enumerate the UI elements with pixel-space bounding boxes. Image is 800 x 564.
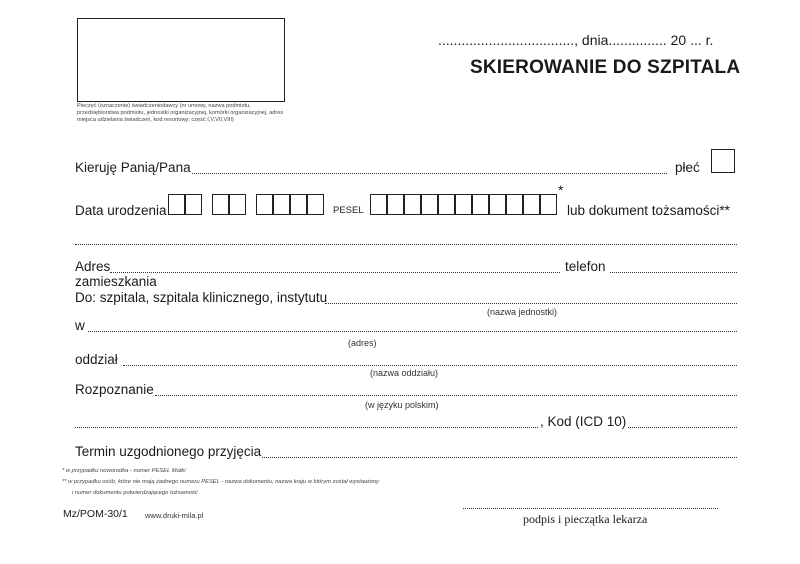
admission-label: Termin uzgodnionego przyjęcia xyxy=(75,444,262,459)
patient-label: Kieruję Panią/Pana xyxy=(75,160,191,175)
signature-caption: podpis i pieczątka lekarza xyxy=(523,512,648,526)
form-code: Mz/POM-30/1 xyxy=(63,508,128,520)
birth-day-cell[interactable] xyxy=(185,194,202,215)
pesel-cell[interactable] xyxy=(455,194,472,215)
ward-label: oddział xyxy=(75,352,118,367)
birth-month-cell[interactable] xyxy=(212,194,229,215)
ward-field[interactable] xyxy=(123,365,737,366)
address-hint: (adres) xyxy=(348,338,377,348)
phone-label: telefon xyxy=(565,259,606,274)
birth-year-cell[interactable] xyxy=(273,194,290,215)
signature-field[interactable] xyxy=(463,508,718,509)
phone-field[interactable] xyxy=(610,272,737,273)
stamp-box xyxy=(77,18,285,102)
birth-year-cell[interactable] xyxy=(290,194,307,215)
pesel-cell[interactable] xyxy=(370,194,387,215)
footnote-no-pesel: ** w przypadku osób, które nie mają żadnego numeru PESEL - nazwa dokumentu, nazwa kraju w którym został wystawiony xyxy=(62,479,379,485)
page-title: SKIEROWANIE DO SZPITALA xyxy=(470,57,741,78)
address-label: Adres xyxy=(75,259,111,274)
footnote-no-pesel-cont: i numer dokumentu potwierdzającego tożsamość xyxy=(72,490,198,496)
hospital-label: Do: szpitala, szpitala klinicznego, instytutu xyxy=(75,290,328,305)
diagnosis-field[interactable] xyxy=(155,395,737,396)
icd-code-field[interactable] xyxy=(628,427,737,428)
diagnosis-hint: (w języku polskim) xyxy=(365,400,439,410)
date-line: ..................................., dnia............... 20 ... r. xyxy=(438,32,714,48)
pesel-cell[interactable] xyxy=(438,194,455,215)
birth-date-label: Data urodzenia xyxy=(75,203,167,218)
pesel-cell[interactable] xyxy=(404,194,421,215)
hospital-address-field[interactable] xyxy=(88,331,737,332)
hospital-field[interactable] xyxy=(325,303,737,304)
id-document-field[interactable] xyxy=(75,244,737,245)
pesel-cell[interactable] xyxy=(506,194,523,215)
stamp-caption: Pieczęć (oznaczenie) świadczeniodawcy (nr umowy, nazwa podmiotu, przedsiębiorstwa podmiotu, jednostki organizacyjnej, komórki organizacyjnej, adres miejsca udzielania świadczeń, kod resortowy: część I,V,VII,VIII) xyxy=(77,103,284,123)
diagnosis-label: Rozpoznanie xyxy=(75,382,154,397)
sex-label: płeć xyxy=(675,160,700,175)
birth-day-cell[interactable] xyxy=(168,194,185,215)
footnote-newborn: * w przypadku noworodka - numer PESEL Matki xyxy=(62,468,186,474)
birth-year-cell[interactable] xyxy=(256,194,273,215)
pesel-cell[interactable] xyxy=(523,194,540,215)
birth-year-cell[interactable] xyxy=(307,194,324,215)
patient-name-field[interactable] xyxy=(192,173,667,174)
pesel-cell[interactable] xyxy=(489,194,506,215)
diagnosis-continued-field[interactable] xyxy=(75,427,538,428)
pesel-cell[interactable] xyxy=(472,194,489,215)
icd-label: , Kod (ICD 10) xyxy=(540,414,627,429)
ward-hint: (nazwa oddziału) xyxy=(370,368,439,378)
admission-date-field[interactable] xyxy=(262,457,737,458)
sex-box[interactable] xyxy=(711,149,735,173)
address-label-2: zamieszkania xyxy=(75,274,157,289)
website: www.druki-mila.pl xyxy=(145,511,204,520)
pesel-marker: * xyxy=(558,182,564,198)
birth-month-cell[interactable] xyxy=(229,194,246,215)
unit-hint: (nazwa jednostki) xyxy=(487,307,558,317)
w-label: w xyxy=(75,318,85,333)
pesel-label: PESEL xyxy=(333,205,364,216)
pesel-cell[interactable] xyxy=(387,194,404,215)
address-field[interactable] xyxy=(110,272,560,273)
id-document-label: lub dokument tożsamości** xyxy=(567,203,730,218)
pesel-cell[interactable] xyxy=(421,194,438,215)
pesel-cell[interactable] xyxy=(540,194,557,215)
